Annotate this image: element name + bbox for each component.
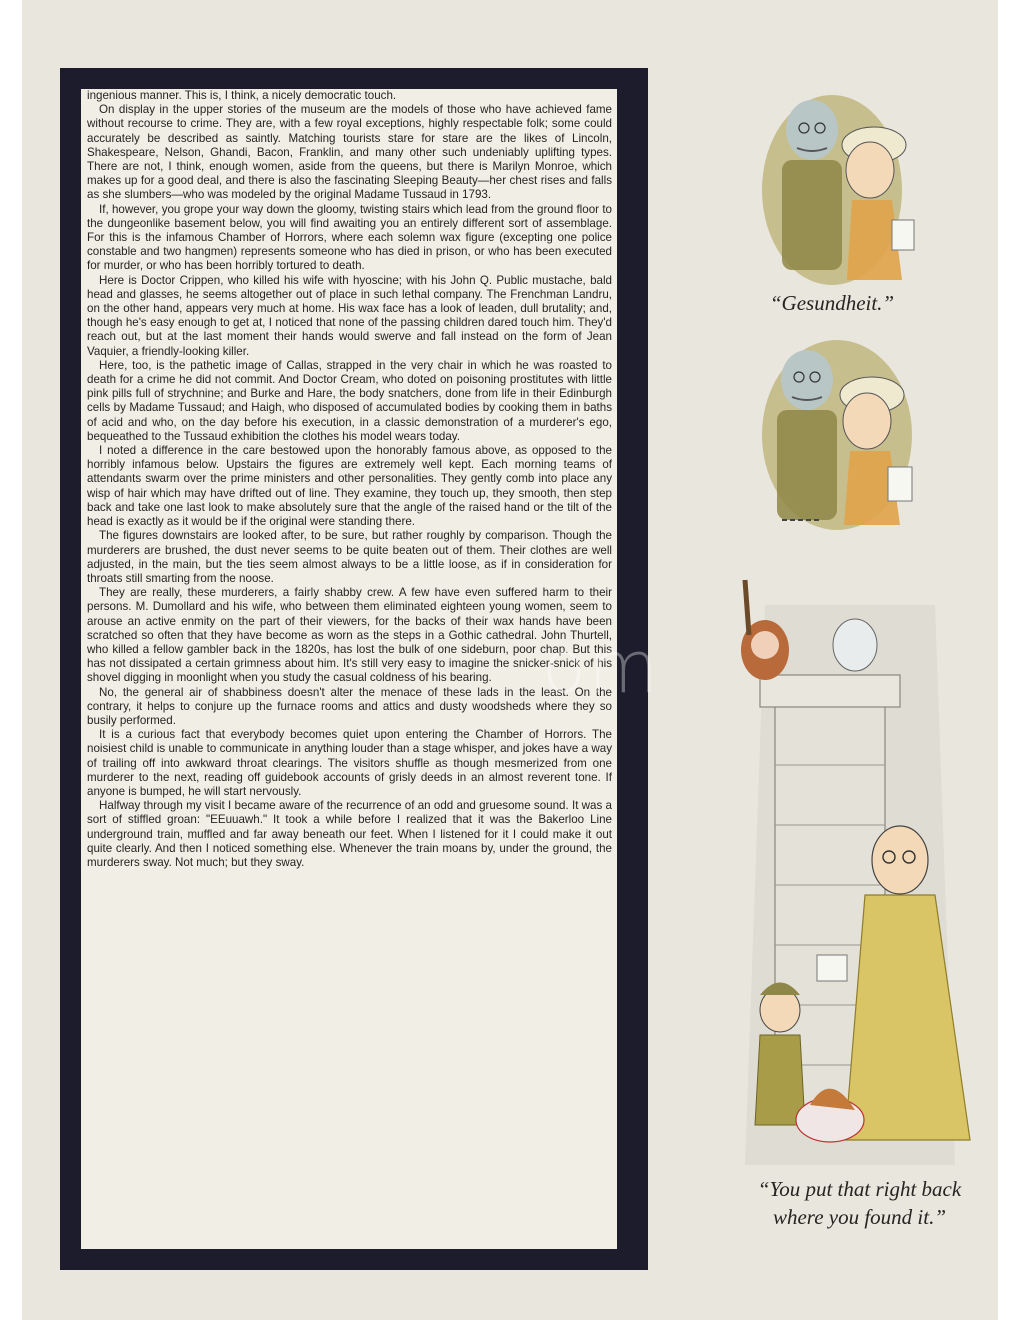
paragraph: Here is Doctor Crippen, who killed his wife with hyoscine; with his John Q. Public mustache, bald head and glasses, he seems altogether out of place in such lethal company. The Frenchman Landru, on the other hand, appears very much at home. His wax face has a look of leaden, dull brutality; and, though he's easy enough to get at, I noticed that none of the passing children dared touch him. They'd reach out, but at the last moment their hands would swerve and fall instead on the form of Jean Vaquier, a friendly-looking killer. [87,273,612,358]
watermark-text: om [542,625,661,709]
paragraph: They are really, these murderers, a fairly shabby crew. A few have even suffered harm to their persons. M. Dumollard and his wife, who between them eliminated eighteen young women, seem to arouse an active enmity on the part of their viewers, for the backs of their wax hands have been scratched so often that they have become as worn as the steps in a Gothic cathedral. John Thurtell, who killed a fellow gambler back in the 1820s, has lost the bulk of one sideburn, poor chap. But this has not dissipated a certain grimness about him. It's still very easy to imagine the snicker-snick of his shovel digging in moonlight when you study the casual coldness of his bearing. [87,586,612,685]
caption-gesundheit: “Gesundheit.” [769,291,895,315]
magazine-page [22,0,998,1320]
caption-put-that-back [712,1175,1007,1231]
article-text-box [81,89,617,1249]
paragraph: ingenious manner. This is, I think, a nicely democratic touch. [87,89,397,102]
paragraph: It is a curious fact that everybody becomes quiet upon entering the Chamber of Horrors. The noisiest child is unable to communicate in anything louder than a stage whisper, and jokes have a way of trailing off into awkward throat clearings. The visitors shuffle as though mesmerized from one murderer to the next, reading off guidebook accounts of grisly deeds in an almost reverent tone. If anyone is bumped, he will start nervously. [87,728,612,798]
article-body [87,89,612,870]
caption-line: where you found it.” [772,1205,947,1229]
paragraph: Here, too, is the pathetic image of Callas, strapped in the very chair in which he was roasted to death for a crime he did not commit. And Doctor Cream, who doted on poisoning prostitutes with little pink pills full of strychnine; and Burke and Hare, the body snatchers, done from life in their Edinburgh cells by Madame Tussaud; and Haigh, who disposed of accumulated bodies by cooking them in baths of acid and who, on the day before his execution, in a classic demonstration of a murderer's ego, bequeathed to the Tussaud exhibition the clothes his model wears today. [87,358,612,443]
caption-line: “You put that right back [757,1177,962,1201]
paragraph: I noted a difference in the care bestowed upon the honorably famous above, as opposed to the horribly infamous below. Upstairs the figures are extremely well kept. Each morning teams of attendants swarm over the prime ministers and other personalities. They gently comb into place any wisp of hair which may have drifted out of line. They examine, they touch up, they smooth, then step back and take one last look to make absolutely sure that the angle of the raised hand or the tilt of the head is exactly as it would be if the original were standing there. [87,444,612,529]
paragraph: On display in the upper stories of the museum are the models of those who have achieved fame without recourse to crime. They are, with a few royal exceptions, highly respectable folk; some could accurately be described as saintly. Matching tourists stare for stare are the likes of Lincoln, Shakespeare, Nelson, Ghandi, Bacon, Franklin, and many other such undeniably uplifting types. There are not, I think, enough women, aside from the queens, but there is Marilyn Monroe, which makes up for a good deal, and there is also the fascinating Sleeping Beauty—her chest rises and falls as she slumbers—who was modeled by the original Madame Tussaud in 1793. [87,103,612,202]
illustration-wax-figure-2 [752,335,952,535]
illustration-chamber-column [705,565,995,1165]
paragraph: The figures downstairs are looked after, to be sure, but rather roughly by comparison. Though the murderers are brushed, the dust never seems to be quite beaten out of them. Their clothes are well adjusted, in the main, but the ties seem almost always to be a little loose, as if in consideration for throats still smarting from the noose. [87,529,612,585]
paragraph: Halfway through my visit I became aware of the recurrence of an odd and gruesome sound. It was a sort of stiffled groan: "EEuuawh." It took a while before I realized that it was the Bakerloo Line underground train, muffled and far away beneath our feet. When I listened for it I could make it out quite clearly. And then I noticed something else. Whenever the train moans by, under the ground, the murderers sway. Not much; but they sway. [87,799,612,869]
paragraph: No, the general air of shabbiness doesn't alter the menace of these lads in the least. On the contrary, it helps to conjure up the furnace rooms and attics and dusty woodsheds where they so busily performed. [87,685,612,727]
illustration-wax-figure-1 [752,90,952,290]
paragraph: If, however, you grope your way down the gloomy, twisting stairs which lead from the ground floor to the dungeonlike basement below, you will find awaiting you an entirely different sort of assemblage. For this is the infamous Chamber of Horrors, where each solemn wax figure (excepting one police constable and two hangmen) represents someone who has died in prison, or who has been executed for murder, or who has been horribly tortured to death. [87,202,612,273]
